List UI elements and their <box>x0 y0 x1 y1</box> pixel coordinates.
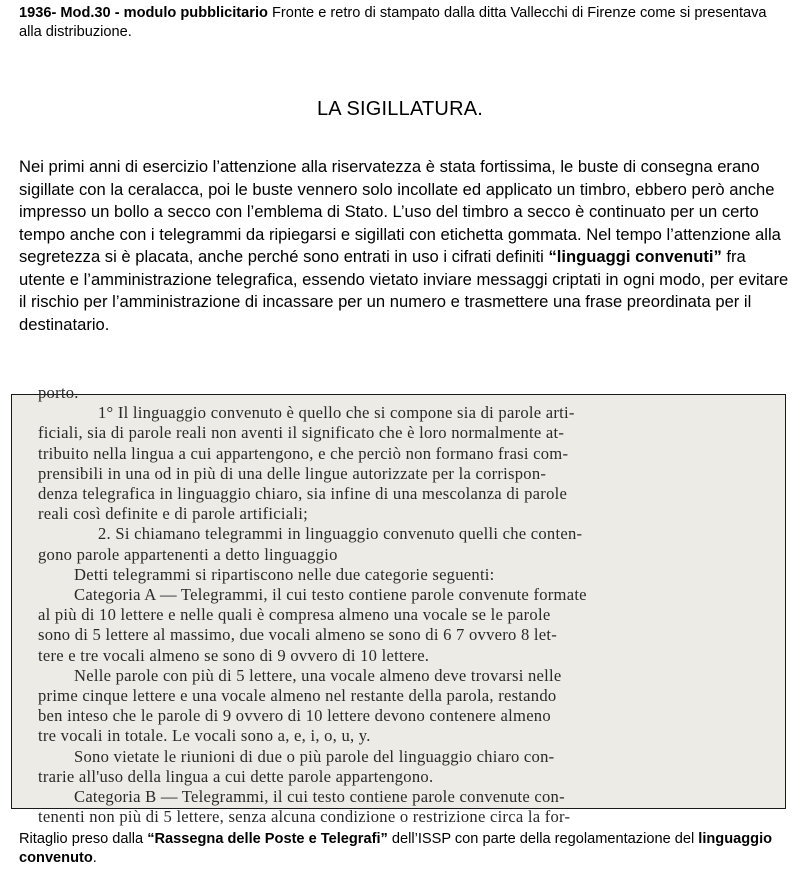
header-caption <box>19 4 789 42</box>
caption-part1: Ritaglio preso dalla <box>19 831 148 847</box>
body-part2: fra utente e l’amministrazione telegrafica, essendo vietato inviare messaggi criptati in ogni modo, per evitare il rischio per l’amministrazione di incassare per un numero e trasmettere una frase preordinata per il destinatario. <box>19 247 789 334</box>
body-bold: “linguaggi convenuti” <box>548 247 722 266</box>
caption-bold2: linguaggio convenuto <box>19 831 773 866</box>
scan-line: tenenti non più di 5 lettere, senza alcuna condizione o restrizione circa la for- <box>38 807 571 827</box>
scan-line: tere e tre vocali almeno se sono di 9 ovvero di 10 lettere. <box>38 645 430 665</box>
image-caption <box>19 830 789 868</box>
caption-part3: . <box>92 850 97 866</box>
scan-line: porto. <box>38 383 79 402</box>
header-text: Fronte e retro di stampato dalla ditta Vallecchi di Firenze come si presentava alla distribuzione. <box>19 5 767 40</box>
scan-line: 2. Si chiamano telegrammi in linguaggio convenuto quelli che conten- <box>98 524 583 544</box>
caption-part2: dell’ISSP con parte della regolamentazione del <box>387 831 699 847</box>
scan-line: ficiali, sia di parole reali non aventi il significato che è loro normalmente at- <box>38 423 565 443</box>
scan-line: gono parole appartenenti a detto linguaggio <box>38 544 338 564</box>
scan-line: sono di 5 lettere al massimo, due vocali almeno se sono di 6 7 ovvero 8 let- <box>38 625 558 645</box>
scan-line: tre vocali in totale. Le vocali sono a, e, i, o, u, y. <box>38 726 371 746</box>
header-bold: 1936- Mod.30 - modulo pubblicitario <box>19 5 268 21</box>
scan-line: Sono vietate le riunioni di due o più parole del linguaggio chiaro con- <box>74 746 555 766</box>
scan-line: Categoria B — Telegrammi, il cui testo contiene parole convenute con- <box>74 787 565 807</box>
scan-line: tribuito nella lingua a cui appartengono, e che perciò non formano frasi com- <box>38 443 569 463</box>
scan-line: reali così definite e di parole artificiali; <box>38 504 308 524</box>
scan-line: al più di 10 lettere e nelle quali è compresa almeno una vocale se le parole <box>38 605 551 625</box>
scan-line: Categoria A — Telegrammi, il cui testo contiene parole convenute formate <box>74 585 587 605</box>
caption-bold1: “Rassegna delle Poste e Telegrafi” <box>147 831 388 847</box>
scan-line: prime cinque lettere e una vocale almeno nel restante della parola, restando <box>38 686 557 706</box>
section-title: LA SIGILLATURA. <box>316 98 484 120</box>
body-paragraph <box>19 156 789 336</box>
scanned-clipping <box>11 383 786 827</box>
scan-line: prensibili in una od in più di una delle lingue autorizzate per la corrispon- <box>38 463 547 483</box>
scan-line: denza telegrafica in linguaggio chiaro, sia infine di una mescolanza di parole <box>38 484 568 504</box>
scan-line: Detti telegrammi si ripartiscono nelle due categorie seguenti: <box>74 564 495 584</box>
scan-line: Nelle parole con più di 5 lettere, una vocale almeno deve trovarsi nelle <box>74 665 562 685</box>
scanned-clipping-text <box>12 383 785 827</box>
body-part1: Nei primi anni di esercizio l’attenzione alla riservatezza è stata fortissima, le buste di consegna erano sigillate con la ceralacca, poi le buste vennero solo incollate ed applicato un timbro, ebbero però anche impresso un bollo a secco con l’emblema di Stato. L’uso del timbro a secco è continuato per un certo tempo anche con i telegrammi da ripiegarsi e sigillati con etichetta gommata. Nel tempo l’attenzione alla segretezza si è placata, anche perché sono entrati in uso i cifrati definiti <box>19 157 781 266</box>
scan-line: ben inteso che le parole di 9 ovvero di 10 lettere devono contenere almeno <box>38 706 551 726</box>
scan-line: 1° Il linguaggio convenuto è quello che si compone sia di parole arti- <box>98 403 575 423</box>
scan-line: trarie all'uso della lingua a cui dette parole appartengono. <box>38 766 434 786</box>
